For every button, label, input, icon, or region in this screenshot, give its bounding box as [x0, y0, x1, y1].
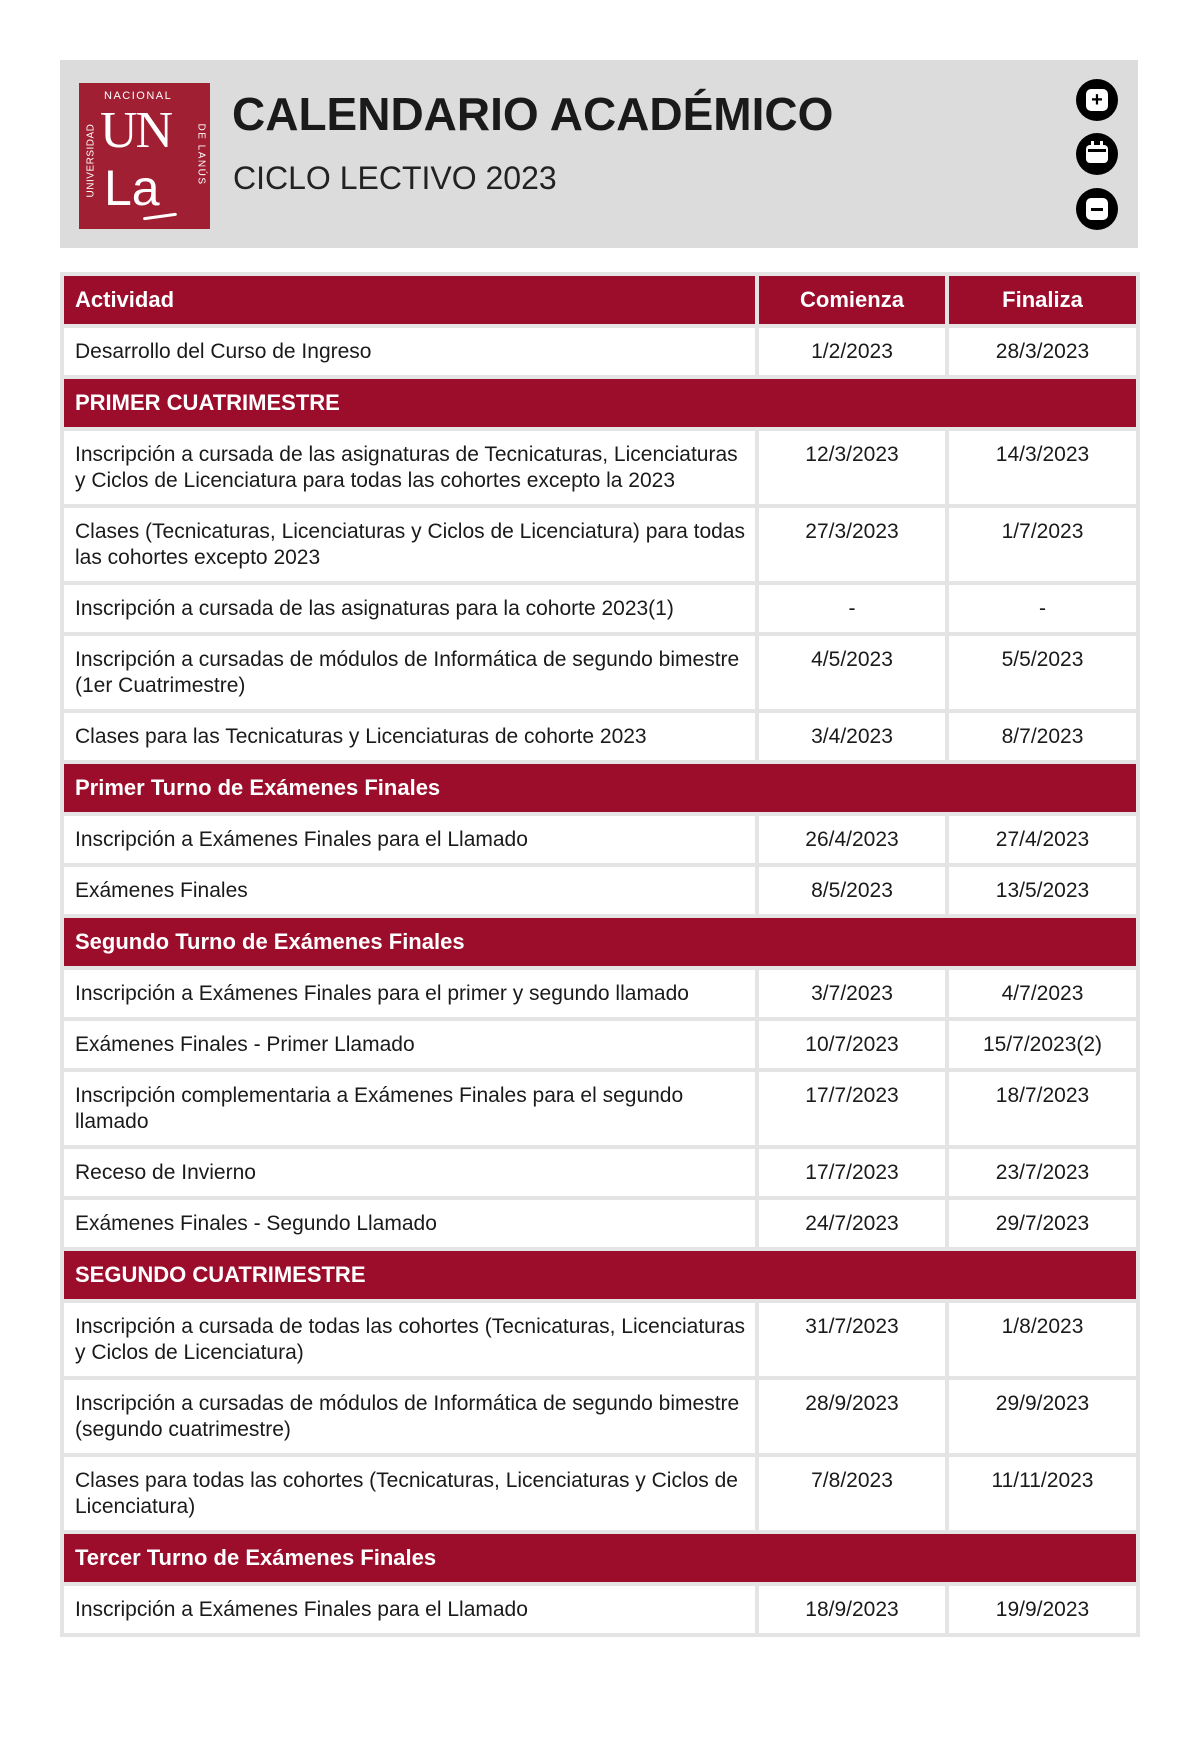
table-row [64, 970, 1136, 1017]
section-header-row [64, 1251, 1136, 1299]
start-date-cell: 27/3/2023 [759, 508, 945, 581]
start-date-cell: 31/7/2023 [759, 1303, 945, 1376]
end-date-cell: 14/3/2023 [949, 431, 1136, 504]
end-date-cell: 28/3/2023 [949, 328, 1136, 375]
plus-icon: + [1086, 89, 1108, 111]
add-button[interactable] [1076, 79, 1118, 121]
start-date-cell: 8/5/2023 [759, 867, 945, 914]
column-header-activity: Actividad [64, 276, 755, 324]
section-header-row [64, 1534, 1136, 1582]
table-row [64, 431, 1136, 504]
end-date-cell: 19/9/2023 [949, 1586, 1136, 1633]
start-date-cell: 7/8/2023 [759, 1457, 945, 1530]
table-header-row [64, 276, 1136, 324]
logo-right-text: DE LANÚS [195, 123, 207, 186]
activity-cell: Desarrollo del Curso de Ingreso [64, 328, 755, 375]
activity-cell: Clases (Tecnicaturas, Licenciaturas y Ciclos de Licenciatura) para todas las cohortes excepto 2023 [64, 508, 755, 581]
section-title: PRIMER CUATRIMESTRE [64, 379, 1136, 427]
section-title: SEGUNDO CUATRIMESTRE [64, 1251, 1136, 1299]
end-date-cell: 8/7/2023 [949, 713, 1136, 760]
table-row [64, 585, 1136, 632]
table-row [64, 1021, 1136, 1068]
page-subtitle: CICLO LECTIVO 2023 [233, 160, 557, 196]
section-title: Primer Turno de Exámenes Finales [64, 764, 1136, 812]
activity-cell: Inscripción a Exámenes Finales para el Llamado [64, 816, 755, 863]
start-date-cell: 3/7/2023 [759, 970, 945, 1017]
section-header-row [64, 764, 1136, 812]
university-logo [79, 83, 210, 229]
section-title: Segundo Turno de Exámenes Finales [64, 918, 1136, 966]
end-date-cell: 5/5/2023 [949, 636, 1136, 709]
start-date-cell: 10/7/2023 [759, 1021, 945, 1068]
activity-cell: Inscripción a cursada de todas las cohortes (Tecnicaturas, Licenciaturas y Ciclos de Licenciatura) [64, 1303, 755, 1376]
end-date-cell: 23/7/2023 [949, 1149, 1136, 1196]
start-date-cell: 17/7/2023 [759, 1149, 945, 1196]
start-date-cell: 18/9/2023 [759, 1586, 945, 1633]
end-date-cell: 18/7/2023 [949, 1072, 1136, 1145]
logo-left-text: UNIVERSIDAD [85, 123, 97, 198]
end-date-cell: - [949, 585, 1136, 632]
logo-top-text: NACIONAL [104, 90, 173, 102]
table-row [64, 867, 1136, 914]
minus-icon [1086, 198, 1108, 220]
start-date-cell: 1/2/2023 [759, 328, 945, 375]
activity-cell: Clases para todas las cohortes (Tecnicaturas, Licenciaturas y Ciclos de Licenciatura) [64, 1457, 755, 1530]
activity-cell: Receso de Invierno [64, 1149, 755, 1196]
calendar-button[interactable] [1076, 133, 1118, 175]
start-date-cell: 26/4/2023 [759, 816, 945, 863]
start-date-cell: - [759, 585, 945, 632]
activity-cell: Inscripción a cursada de las asignaturas para la cohorte 2023(1) [64, 585, 755, 632]
page-title: CALENDARIO ACADÉMICO [232, 88, 834, 140]
table-row [64, 1072, 1136, 1145]
collapse-button[interactable] [1076, 188, 1118, 230]
start-date-cell: 24/7/2023 [759, 1200, 945, 1247]
start-date-cell: 28/9/2023 [759, 1380, 945, 1453]
section-header-row [64, 918, 1136, 966]
end-date-cell: 27/4/2023 [949, 816, 1136, 863]
activity-cell: Clases para las Tecnicaturas y Licenciaturas de cohorte 2023 [64, 713, 755, 760]
table-row [64, 328, 1136, 375]
table-row [64, 1149, 1136, 1196]
activity-cell: Exámenes Finales [64, 867, 755, 914]
activity-cell: Inscripción a cursadas de módulos de Informática de segundo bimestre (1er Cuatrimestre) [64, 636, 755, 709]
activity-cell: Inscripción a Exámenes Finales para el Llamado [64, 1586, 755, 1633]
table-row [64, 1200, 1136, 1247]
table-row [64, 1457, 1136, 1530]
table-row [64, 508, 1136, 581]
logo-un: UN [100, 102, 172, 159]
column-header-end: Finaliza [949, 276, 1136, 324]
end-date-cell: 1/8/2023 [949, 1303, 1136, 1376]
table-row [64, 1380, 1136, 1453]
logo-la: La [104, 160, 160, 216]
end-date-cell: 4/7/2023 [949, 970, 1136, 1017]
activity-cell: Inscripción a cursadas de módulos de Informática de segundo bimestre (segundo cuatrimestre) [64, 1380, 755, 1453]
end-date-cell: 29/9/2023 [949, 1380, 1136, 1453]
activity-cell: Exámenes Finales - Primer Llamado [64, 1021, 755, 1068]
start-date-cell: 12/3/2023 [759, 431, 945, 504]
start-date-cell: 17/7/2023 [759, 1072, 945, 1145]
start-date-cell: 4/5/2023 [759, 636, 945, 709]
activity-cell: Exámenes Finales - Segundo Llamado [64, 1200, 755, 1247]
table-row [64, 636, 1136, 709]
table-row [64, 816, 1136, 863]
section-header-row [64, 379, 1136, 427]
activity-cell: Inscripción a cursada de las asignaturas de Tecnicaturas, Licenciaturas y Ciclos de Licenciatura para todas las cohortes excepto la 2023 [64, 431, 755, 504]
column-header-start: Comienza [759, 276, 945, 324]
section-title: Tercer Turno de Exámenes Finales [64, 1534, 1136, 1582]
header-banner [60, 60, 1138, 248]
table-row [64, 1586, 1136, 1633]
activity-cell: Inscripción a Exámenes Finales para el primer y segundo llamado [64, 970, 755, 1017]
end-date-cell: 11/11/2023 [949, 1457, 1136, 1530]
table-row [64, 713, 1136, 760]
activity-cell: Inscripción complementaria a Exámenes Finales para el segundo llamado [64, 1072, 755, 1145]
start-date-cell: 3/4/2023 [759, 713, 945, 760]
table-row [64, 1303, 1136, 1376]
calendar-icon [1086, 145, 1108, 163]
end-date-cell: 29/7/2023 [949, 1200, 1136, 1247]
end-date-cell: 15/7/2023(2) [949, 1021, 1136, 1068]
calendar-table [60, 272, 1140, 1637]
end-date-cell: 13/5/2023 [949, 867, 1136, 914]
end-date-cell: 1/7/2023 [949, 508, 1136, 581]
